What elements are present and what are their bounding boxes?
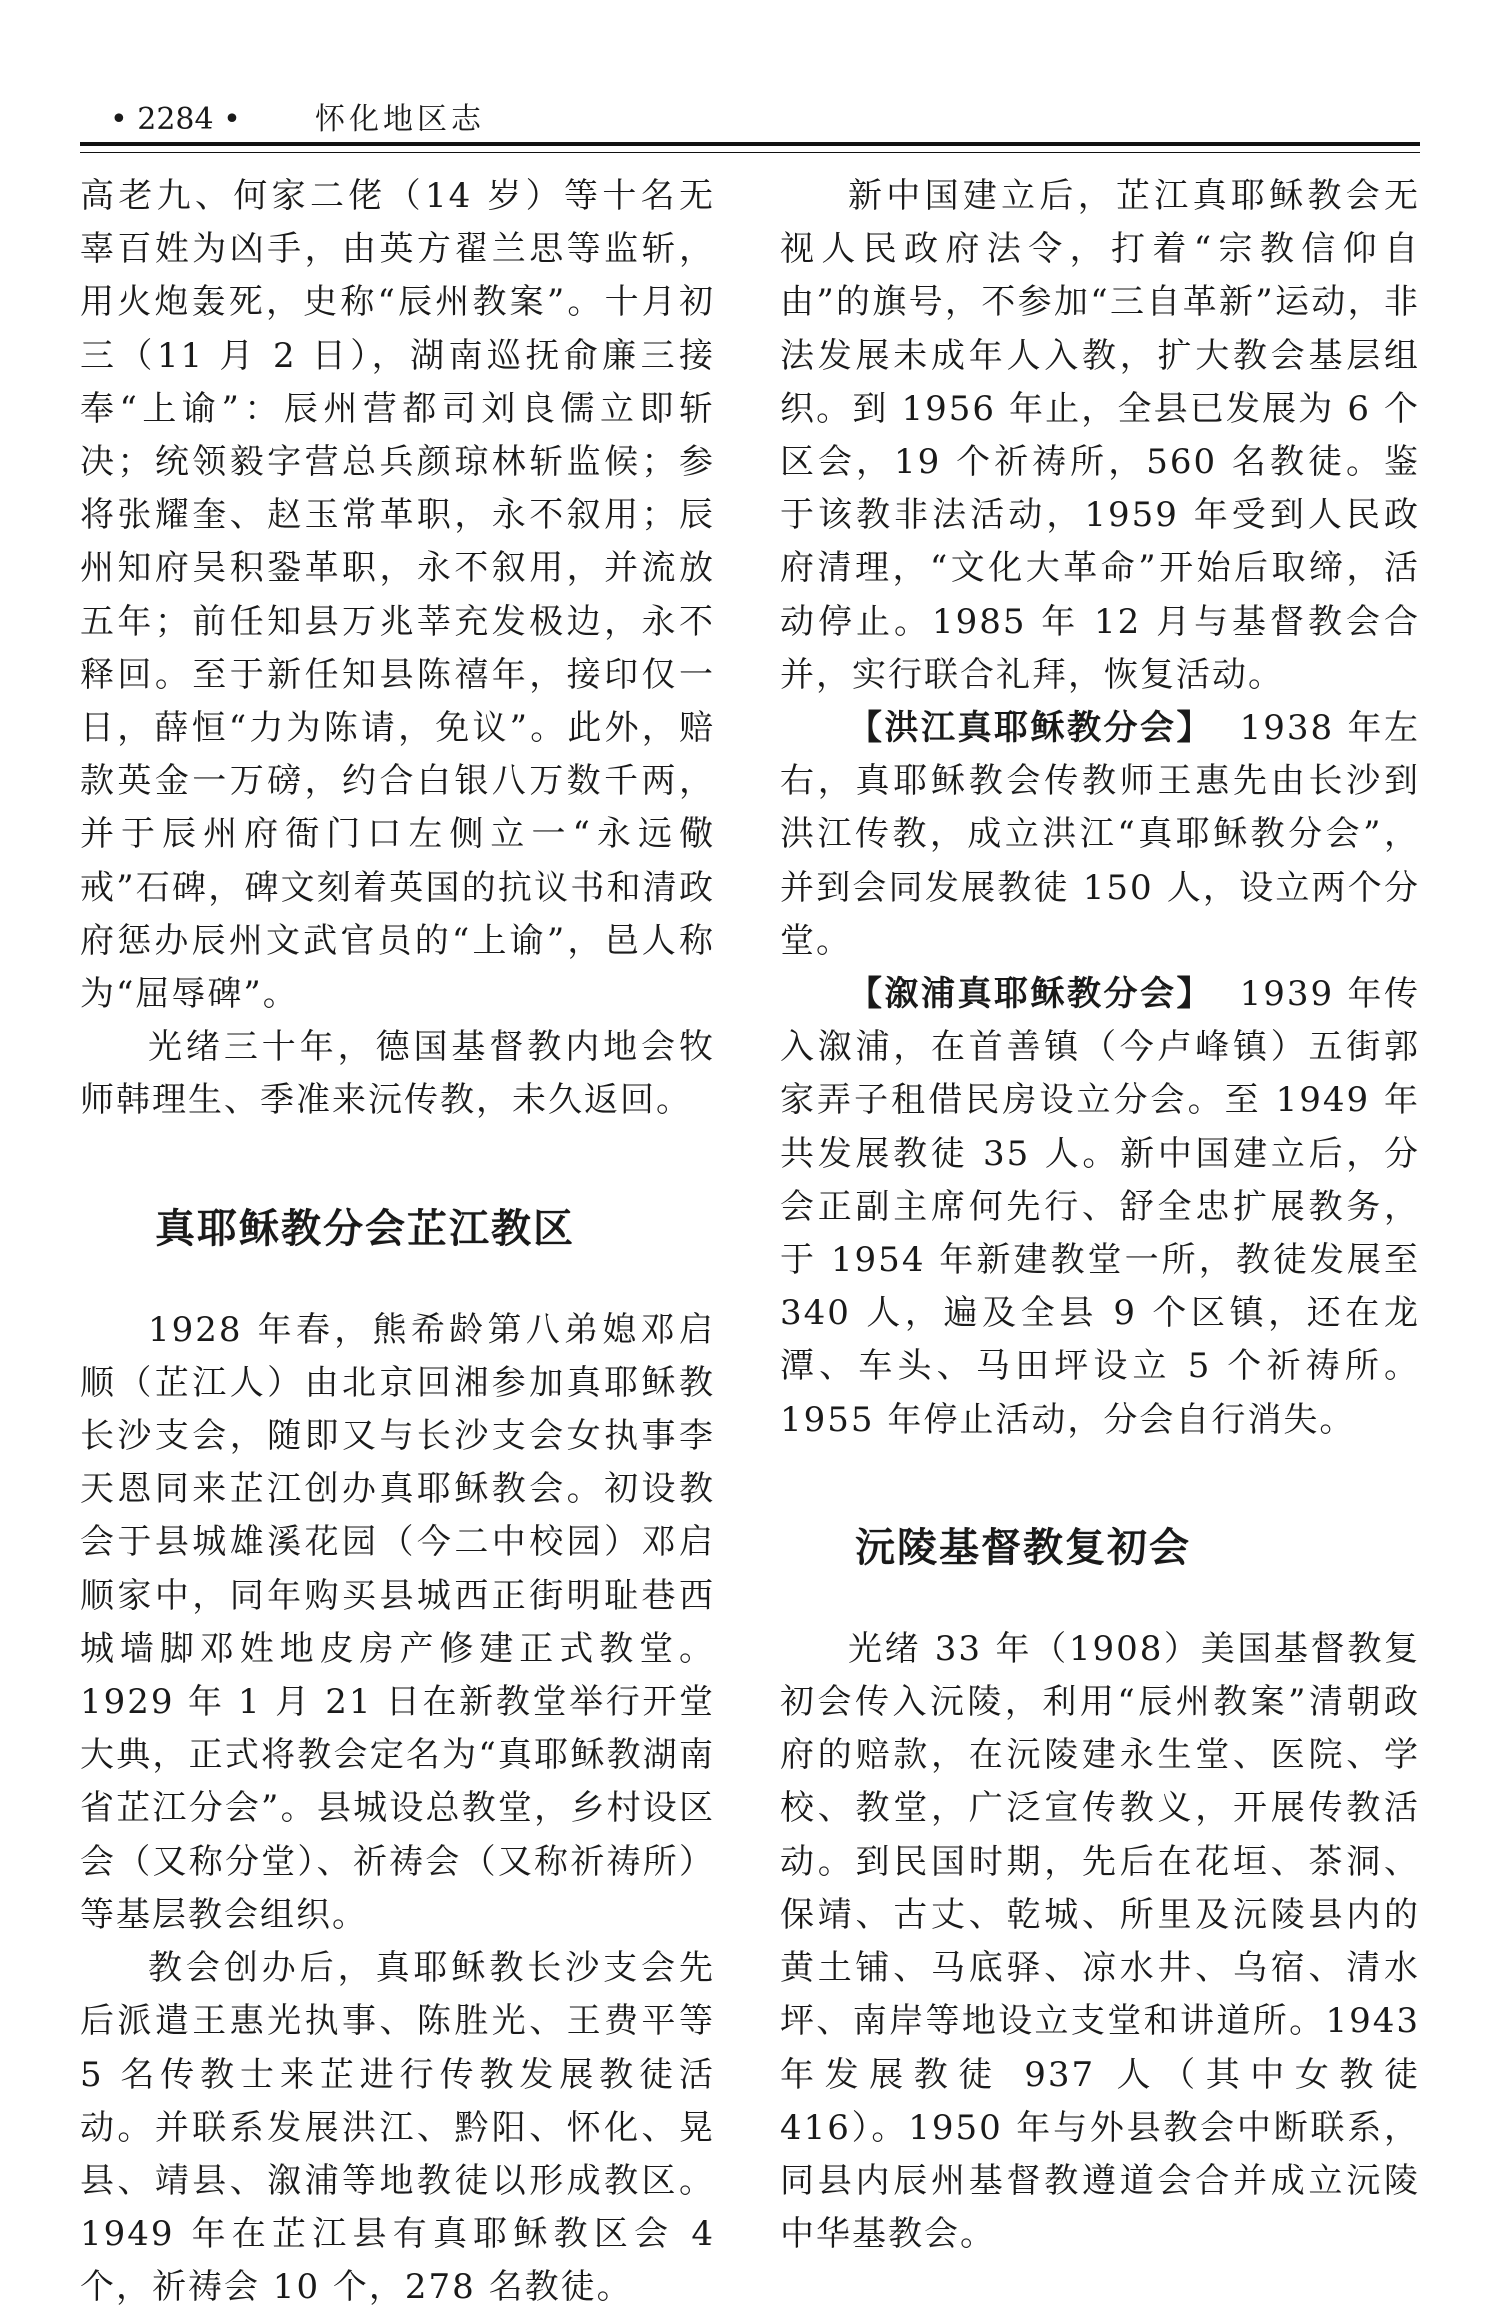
paragraph: 光绪 33 年（1908）美国基督教复初会传入沅陵，利用“辰州教案”清朝政府的赔款，在沅陵建永生堂、医院、学校、教堂，广泛宣传教义，开展传教活动。到民国时期，先后在花垣、茶洞、保靖、古丈、乾城、所里及沅陵县内的黄土铺、马底驿、凉水井、乌宿、清水坪、南岸等地设立支堂和讲道所。1943 年发展教徒 937 人（其中女教徒 416）。1950 年与外县教会中断联系，同县内辰州基督教遵道会合并成立沅陵中华基教会。 [780,1628,1420,2255]
header-rule-thick [80,142,1420,146]
spacer [780,1447,1420,1503]
subsection-paragraph [780,968,1420,1447]
paragraph: 高老九、何家二佬（14 岁）等十名无辜百姓为凶手，由英方翟兰思等监斩，用火炮轰死，史称“辰州教案”。十月初三（11 月 2 日），湖南巡抚俞廉三接奉“上谕”：辰州营都司刘良儒立即斩决；统领毅字营总兵颜琼林斩监候；参将张耀奎、赵玉常革职，永不叙用；辰州知府吴积銎革职，永不叙用，并流放五年；前任知县万兆莘充发极边，永不释回。至于新任知县陈禧年，接印仅一日，薛恒“力为陈请，免议”。此外，赔款英金一万磅，约合白银八万数千两，并于辰州府衙门口左侧立一“永远儆戒”石碑，碑文刻着英国的抗议书和清政府惩办辰州文武官员的“上谕”，邑人称为“屈辱碑”。 [80,176,715,1015]
header-rule-thin [80,152,1420,153]
subsection-heading: 【溆浦真耶稣教分会】 [848,974,1214,1015]
subsection-text: 1939 年传入溆浦，在首善镇（今卢峰镇）五街郭家弄子租借民房设立分会。至 1949 年共发展教徒 35 人。新中国建立后，分会正副主席何先行、舒全忠扩展教务，于 1954 年新建教堂一所，教徒发展至 340 人，遍及全县 9 个区镇，还在龙潭、车头、马田坪设立 5 个祈祷所。1955 年停止活动，分会自行消失。 [780,974,1420,1440]
page-number: • 2284 • [110,102,241,137]
right-column [780,170,1420,2261]
subsection-paragraph [780,702,1420,968]
paragraph: 光绪三十年，德国基督教内地会牧师韩理生、季准来沅传教，未久返回。 [80,1027,715,1121]
subsection-heading: 【洪江真耶稣教分会】 [848,708,1214,749]
paragraph: 教会创办后，真耶稣教长沙支会先后派遣王惠光执事、陈胜光、王费平等 5 名传教士来芷进行传教发展教徒活动。并联系发展洪江、黔阳、怀化、晃县、靖县、溆浦等地教徒以形成教区。1949 年在芷江县有真耶稣教区会 4 个，祈祷会 10 个，278 名教徒。 [80,1948,715,2308]
paragraph: 新中国建立后，芷江真耶稣教会无视人民政府法令，打着“宗教信仰自由”的旗号，不参加“三自革新”运动，非法发展未成年人入教，扩大教会基层组织。到 1956 年止，全县已发展为 6 个区会，19 个祈祷所，560 名教徒。鉴于该教非法活动，1959 年受到人民政府清理，“文化大革命”开始后取缔，活动停止。1985 年 12 月与基督教会合并，实行联合礼拜，恢复活动。 [780,176,1420,695]
section-heading: 沅陵基督教复初会 [855,1524,1191,1571]
spacer [80,1128,715,1184]
paragraph: 1928 年春，熊希龄第八弟媳邓启顺（芷江人）由北京回湘参加真耶稣教长沙支会，随即又与长沙支会女执事李天恩同来芷江创办真耶稣教会。初设教会于县城雄溪花园（今二中校园）邓启顺家中，同年购买县城西正街明耻巷西城墙脚邓姓地皮房产修建正式教堂。1929 年 1 月 21 日在新教堂举行开堂大典，正式将教会定名为“真耶稣教湖南省芷江分会”。县城设总教堂，乡村设区会（又称分堂）、祈祷会（又称祈祷所）等基层教会组织。 [80,1309,715,1935]
spacer [780,1593,1420,1623]
left-column [80,170,715,2315]
page-header [110,96,1420,144]
spacer [80,1274,715,1304]
section-heading: 真耶稣教分会芷江教区 [155,1205,575,1252]
book-title: 怀化地区志 [315,102,485,137]
subsection-text: 1938 年左右，真耶稣教会传教师王惠先由长沙到洪江传教，成立洪江“真耶稣教分会”，并到会同发展教徒 150 人，设立两个分堂。 [780,708,1420,961]
